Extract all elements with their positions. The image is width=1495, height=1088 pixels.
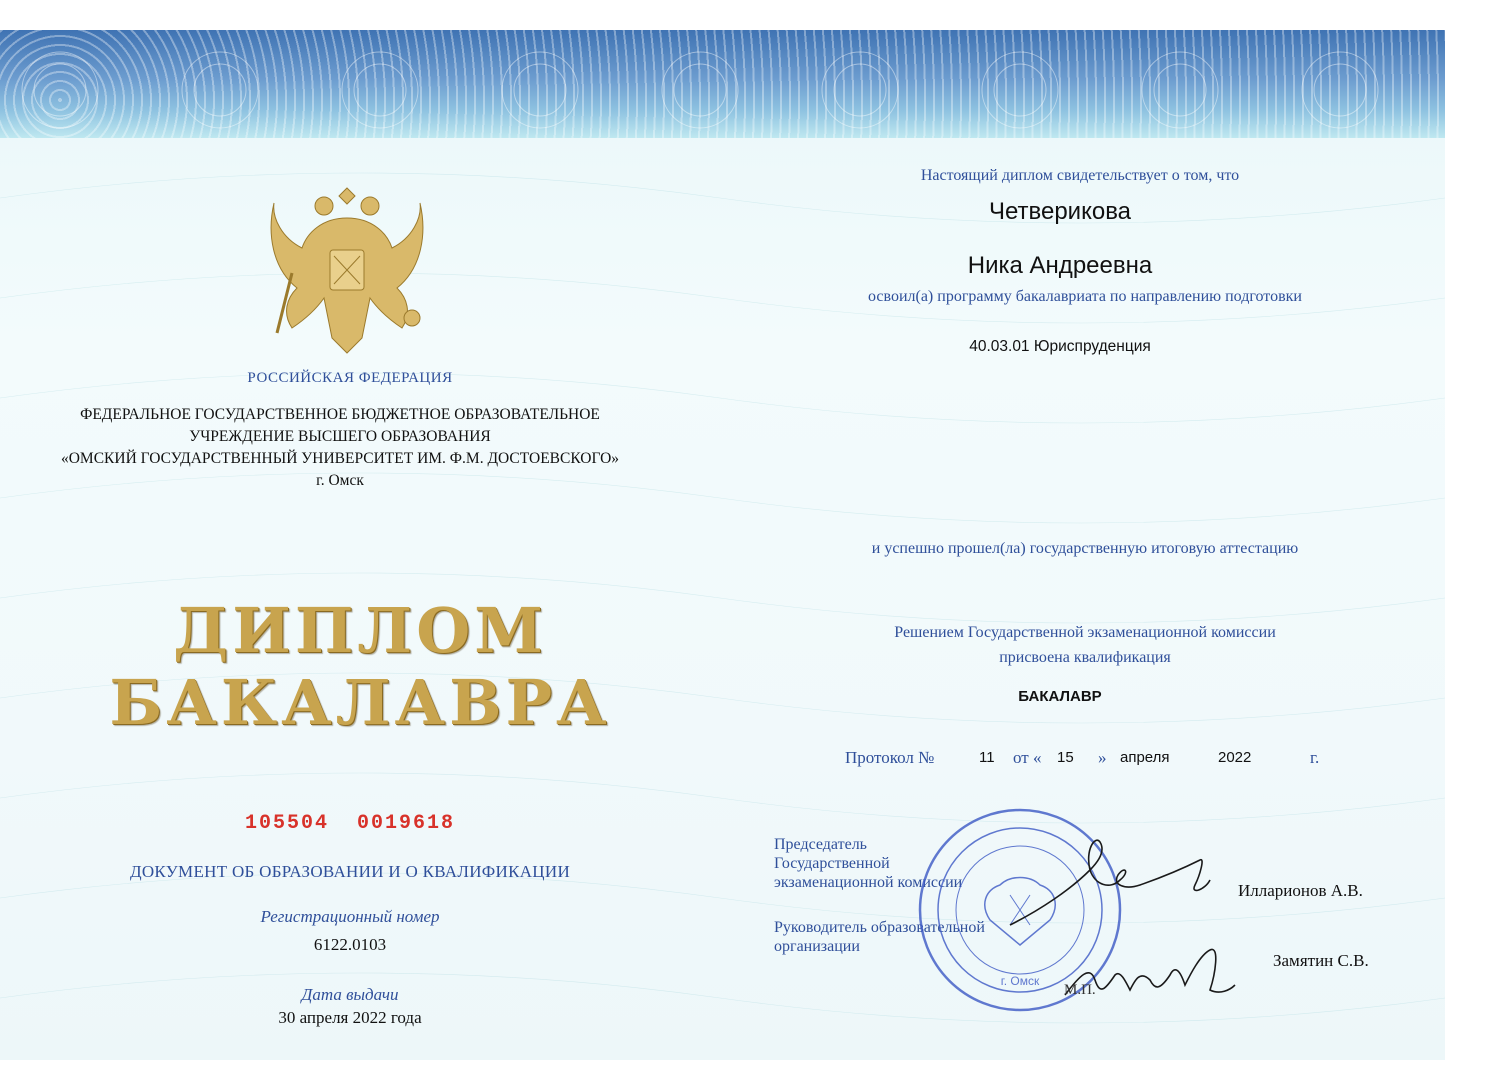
chair-role-line: Государственной [774, 855, 890, 872]
protocol-year: 2022 [1218, 749, 1252, 766]
protocol-label: Протокол № [845, 748, 935, 767]
title-line-2: БАКАЛАВРА [109, 666, 611, 739]
seal-place-mark: М.П. [1064, 982, 1096, 998]
title-line-1: ДИПЛОМ [173, 594, 547, 667]
protocol-number: 11 [979, 749, 995, 766]
decision-line-1: Решением Государственной экзаменационной комиссии [894, 624, 1276, 641]
institution-line: ФЕДЕРАЛЬНОЕ ГОСУДАРСТВЕННОЕ БЮДЖЕТНОЕ ОБРАЗОВАТЕЛЬНОЕ [80, 406, 600, 423]
head-role-line: организации [774, 938, 860, 955]
diploma-title [90, 595, 630, 739]
registration-number: 6122.0103 [313, 935, 387, 954]
stamp-city: г. Омск [1000, 974, 1040, 988]
head-role-line: Руководитель образовательной [774, 919, 985, 936]
chair-role-line: Председатель [774, 836, 867, 853]
protocol-month: апреля [1120, 749, 1170, 766]
chair-name: Илларионов А.В. [1238, 881, 1363, 900]
qualification: БАКАЛАВР [1018, 688, 1102, 705]
issue-date-value: 30 апреля 2022 года [278, 1008, 422, 1027]
country-name: РОССИЙСКАЯ ФЕДЕРАЦИЯ [247, 370, 453, 386]
issue-date-label: Дата выдачи [301, 985, 399, 1004]
document-type: ДОКУМЕНТ ОБ ОБРАЗОВАНИИ И О КВАЛИФИКАЦИИ [129, 862, 571, 881]
institution-line: «ОМСКИЙ ГОСУДАРСТВЕННЫЙ УНИВЕРСИТЕТ ИМ. Ф.М. ДОСТОЕВСКОГО» [60, 450, 620, 467]
head-name: Замятин С.В. [1273, 951, 1369, 970]
program-statement: освоил(а) программу бакалавриата по направлению подготовки [868, 288, 1302, 305]
attestation-statement: и успешно прошел(ла) государственную итоговую аттестацию [871, 540, 1299, 557]
institution-city: г. Омск [316, 472, 364, 489]
chair-role-line: экзаменационной комиссии [774, 874, 963, 891]
graduate-surname: Четверикова [988, 198, 1132, 225]
protocol-from: от « [1013, 748, 1042, 767]
serial-number: 105504 0019618 [244, 812, 456, 835]
decision-line-2: присвоена квалификация [999, 649, 1171, 666]
protocol-quote-close: » [1098, 748, 1107, 767]
program-name: 40.03.01 Юриспруденция [969, 338, 1151, 355]
registration-label: Регистрационный номер [260, 907, 440, 926]
commission-decision [790, 620, 1380, 670]
chair-signature [1000, 830, 1220, 940]
band-pattern [0, 30, 1445, 138]
coat-of-arms-emblem [262, 178, 432, 363]
graduate-given-names: Ника Андреевна [967, 252, 1153, 279]
institution-line: УЧРЕЖДЕНИЕ ВЫСШЕГО ОБРАЗОВАНИЯ [189, 428, 491, 445]
decorative-header-band [0, 30, 1445, 138]
protocol-year-suffix: г. [1310, 748, 1320, 767]
diploma-sheet [0, 30, 1445, 1060]
certifies-text: Настоящий диплом свидетельствует о том, что [920, 167, 1240, 184]
head-signature [1060, 935, 1240, 1015]
protocol-day: 15 [1057, 749, 1074, 766]
institution-name [10, 404, 670, 492]
